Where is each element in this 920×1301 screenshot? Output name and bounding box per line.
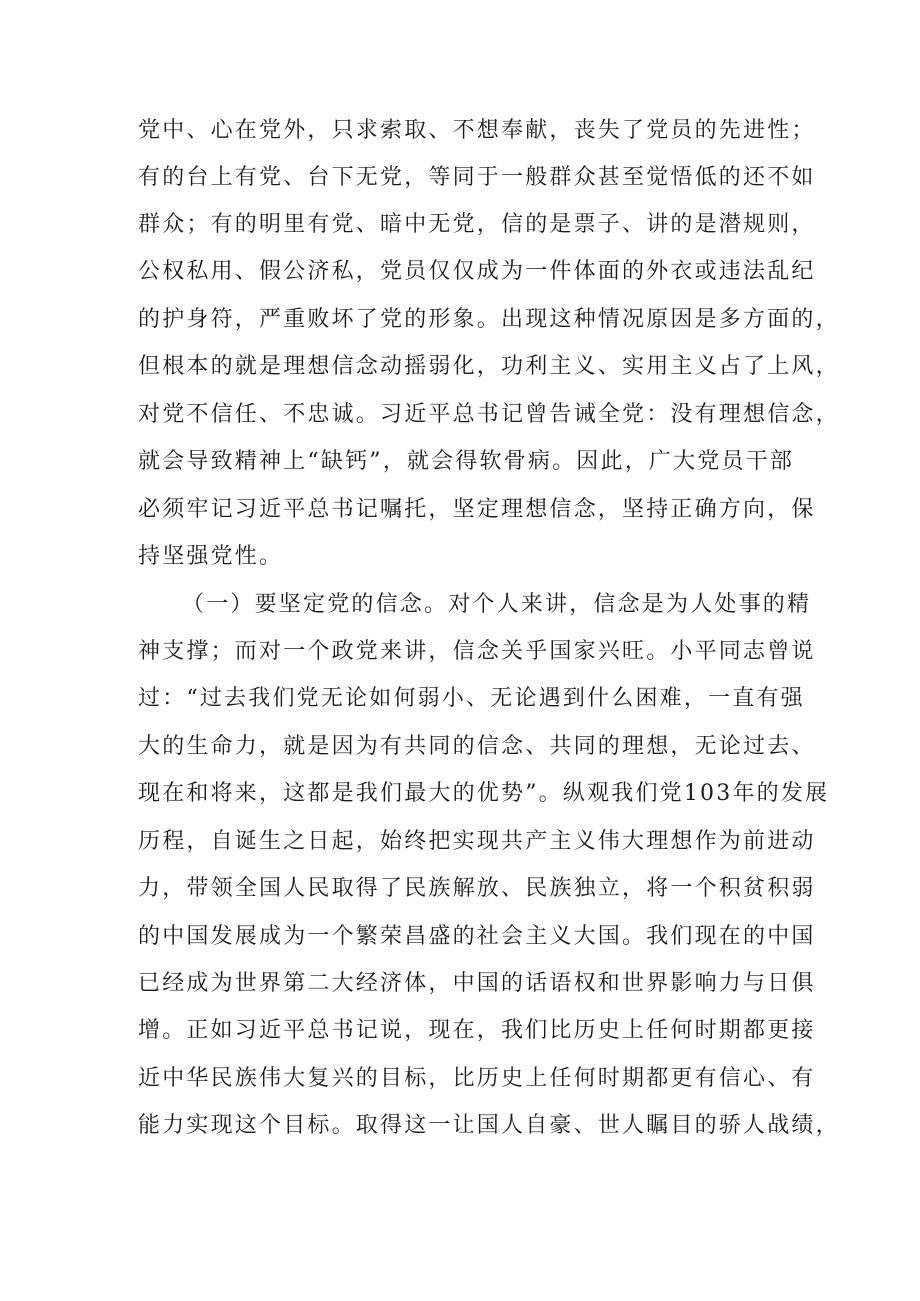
text-line: 公权私用、假公济私，党员仅仅成为一件体面的外衣或违法乱纪: [138, 259, 816, 284]
text-line: 但根本的就是理想信念动摇弱化，功利主义、实用主义占了上风，: [138, 354, 840, 379]
text-line: 的中国发展成为一个繁荣昌盛的社会主义大国。我们现在的中国: [138, 924, 816, 949]
paragraph-heading-line: （一）要坚定党的信念。对个人来讲，信念是为人处事的精: [182, 592, 812, 617]
text-line: 现在和将来，这都是我们最大的优势”。纵观我们党103年的发展: [138, 781, 830, 806]
text-line: 党中、心在党外，只求索取、不想奉献，丧失了党员的先进性；: [138, 118, 816, 143]
text-line: 近中华民族伟大复兴的目标，比历史上任何时期都更有信心、有: [138, 1066, 816, 1091]
text-line: 的护身符，严重败坏了党的形象。出现这种情况原因是多方面的，: [138, 307, 840, 332]
text-line: 群众；有的明里有党、暗中无党，信的是票子、讲的是潜规则，: [138, 212, 816, 237]
text-line: 持坚强党性。: [138, 544, 284, 569]
text-line: 力，带领全国人民取得了民族解放、民族独立，将一个积贫积弱: [138, 876, 816, 901]
text-line: 增。正如习近平总书记说，现在，我们比历史上任何时期都更接: [138, 1018, 816, 1043]
text-line: 必须牢记习近平总书记嘱托，坚定理想信念，坚持正确方向，保: [138, 497, 816, 522]
text-line: 有的台上有党、台下无党，等同于一般群众甚至觉悟低的还不如: [138, 165, 816, 190]
text-line: 对党不信任、不忠诚。习近平总书记曾告诫全党：没有理想信念，: [138, 402, 840, 427]
text-line: 大的生命力，就是因为有共同的信念、共同的理想，无论过去、: [138, 734, 816, 759]
text-line: 过：“过去我们党无论如何弱小、无论遇到什么困难，一直有强: [138, 686, 805, 711]
text-line: 神支撑；而对一个政党来讲，信念关乎国家兴旺。小平同志曾说: [138, 639, 816, 664]
text-line: 能力实现这个目标。取得这一让国人自豪、世人瞩目的骄人战绩，: [138, 1113, 840, 1138]
text-line: 就会导致精神上“缺钙”，就会得软骨病。因此，广大党员干部: [138, 449, 795, 474]
text-line: 历程，自诞生之日起，始终把实现共产主义伟大理想作为前进动: [138, 829, 816, 854]
text-line: 已经成为世界第二大经济体，中国的话语权和世界影响力与日俱: [138, 971, 816, 996]
